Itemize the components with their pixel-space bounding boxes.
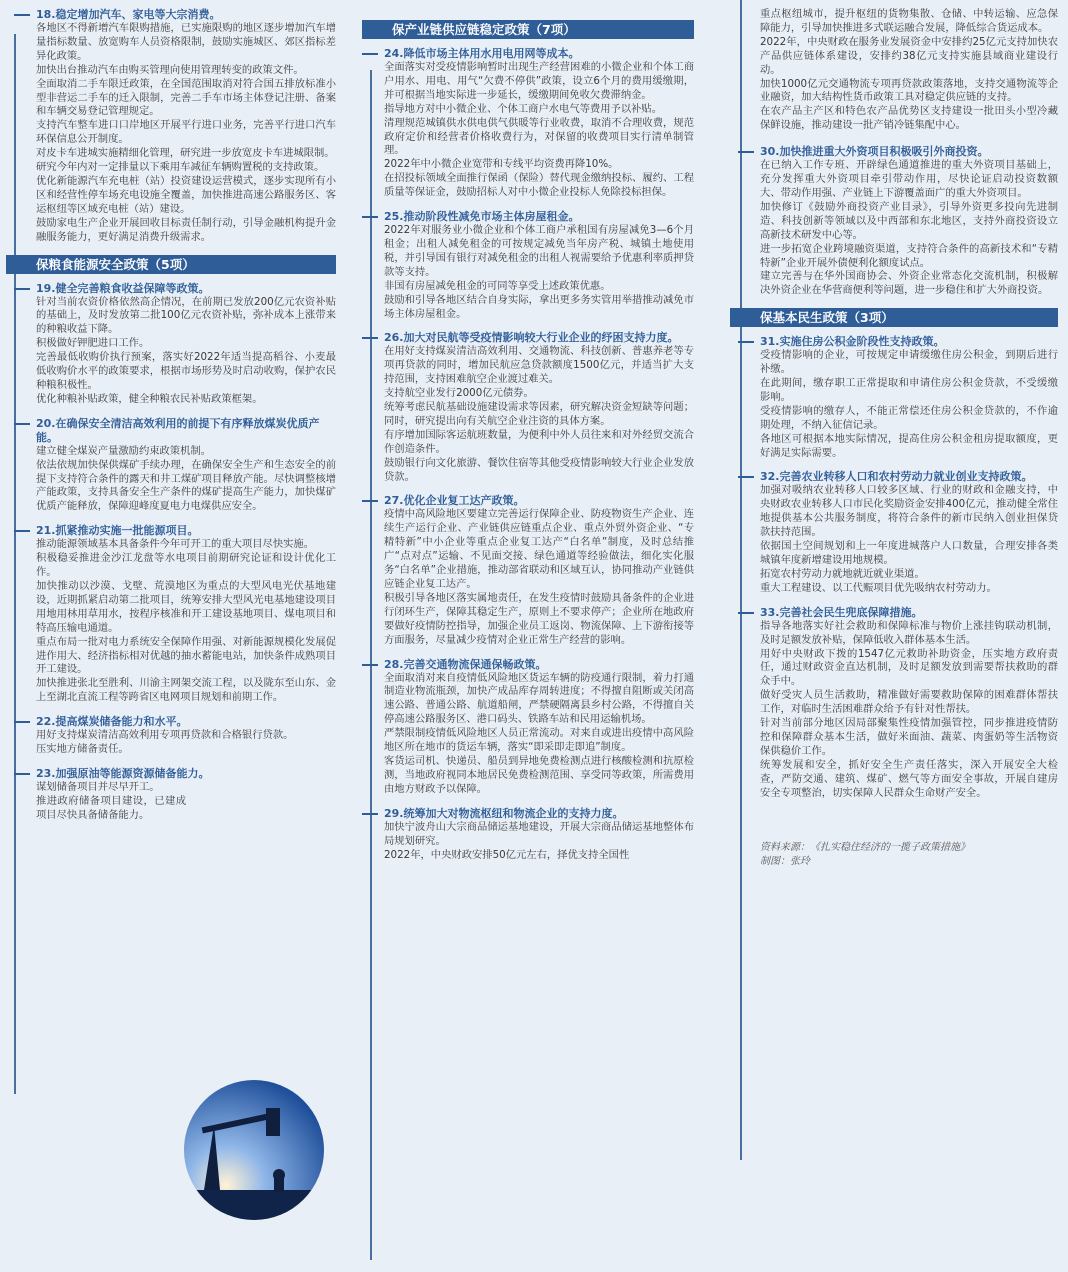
policy-paragraph: 加快出台推动汽车由购买管理向使用管理转变的政策文件。 xyxy=(36,63,304,76)
policy-paragraph: 全面取消二手车限迁政策，在全国范围取消对符合国五排放标准小型非营运二手车的迁入限制，完善二手车市场主体登记注册、备案和车辆交易登记管理规定。 xyxy=(36,77,336,118)
policy-paragraph: 支持汽车整车进口口岸地区开展平行进口业务，完善平行进口汽车环保信息公开制度。 xyxy=(36,119,336,146)
policy-title: 20.在确保安全清洁高效利用的前提下有序释放煤炭优质产能。 xyxy=(14,417,336,445)
policy-paragraph: 重点布局一批对电力系统安全保障作用强、对新能源规模化发展促进作用大、经济指标相对优越的抽水蓄能电站，加快条件成熟项目开工建设。 xyxy=(36,635,336,676)
policy-paragraph: 拓宽农村劳动力就地就近就业渠道。 xyxy=(760,567,925,580)
policy-paragraph: 建立健全煤炭产量激励约束政策机制。 xyxy=(36,444,212,457)
policy-paragraph: 统筹考虑民航基础设施建设需求等因素，研究解决资金短缺等问题；同时，研究提出向有关航空企业注资的具体方案。 xyxy=(384,401,694,427)
policy-paragraph: 支持航空业发行2000亿元债券。 xyxy=(384,387,534,400)
section-header: 保基本民生政策（3项） xyxy=(730,308,1058,327)
policy-title: 22.提高煤炭储备能力和水平。 xyxy=(14,715,336,729)
policy-paragraph: 加快宁波舟山大宗商品储运基地建设，开展大宗商品储运基地整体布局规划研究。 xyxy=(384,820,694,847)
policy-paragraph: 在此期间，缴存职工正常提取和申请住房公积金贷款，不受缓缴影响。 xyxy=(760,377,1058,403)
policy-paragraph: 优化新能源汽车充电桩（站）投资建设运营模式，逐步实现所有小区和经营性停车场充电设施全覆盖，加快推进高速公路服务区、客运枢纽等区域充电桩（站）建设。 xyxy=(36,174,336,215)
policy-item xyxy=(362,331,694,484)
policy-paragraph: 鼓励银行向文化旅游、餐饮住宿等其他受疫情影响较大行业企业发放贷款。 xyxy=(384,456,694,483)
policy-item xyxy=(738,470,1058,595)
policy-item xyxy=(362,47,694,200)
policy-paragraph: 谋划储备项目并尽早开工。 xyxy=(36,780,160,793)
policy-paragraph: 在招投标领域全面推行保函（保险）替代现金缴纳投标、履约、工程质量等保证金，鼓励招标人对中小微企业投标人免除投标担保。 xyxy=(384,172,694,199)
policy-paragraph: 积极稳妥推进金沙江龙盘等水电项目前期研究论证和设计优化工作。 xyxy=(36,552,336,579)
policy-paragraph: 研究今年内对一定排量以下乘用车减征车辆购置税的支持政策。 xyxy=(36,161,325,174)
column-3 xyxy=(738,8,1058,869)
policy-paragraph: 加快1000亿元交通物流专项再贷款政策落地，支持交通物流等企业融资，加大结构性货币政策工具对稳定供应链的支持。 xyxy=(760,77,1058,104)
policy-paragraph: 指导地方对中小微企业、个体工商户水电气等费用予以补贴。 xyxy=(384,102,663,115)
policy-item xyxy=(362,210,694,321)
policy-item xyxy=(362,658,694,797)
policy-paragraph: 做好受灾人员生活救助，精准做好需要救助保障的困难群体帮扶工作，对临时生活困难群众给予有针对性帮扶。 xyxy=(760,689,1058,716)
policy-item xyxy=(14,282,336,407)
policy-item xyxy=(14,417,336,515)
policy-paragraph: 在已纳入工作专班、开辟绿色通道推进的重大外资项目基础上，充分发挥重大外资项目牵引带动作用，尽快论证启动投资数额大、带动作用强、产业链上下游覆盖面广的重大外资项目。 xyxy=(760,159,1058,199)
section-header: 保产业链供应链稳定政策（7项） xyxy=(362,20,694,39)
policy-paragraph: 优化种粮补贴政策，健全种粮农民补贴政策框架。 xyxy=(36,392,263,405)
policy-title: 31.实施住房公积金阶段性支持政策。 xyxy=(738,335,1058,349)
policy-paragraph: 依法依规加快保供煤矿手续办理，在确保安全生产和生态安全的前提下支持符合条件的露天和井工煤矿项目释放产能。尽快调整核增产能政策，支持具备安全生产条件的煤矿提高生产能力，加快煤矿优质产能释放，保障迎峰度夏电力电煤供应安全。 xyxy=(36,458,336,513)
policy-paragraph: 受疫情影响的企业，可按规定申请缓缴住房公积金，到期后进行补缴。 xyxy=(760,349,1058,376)
policy-paragraph: 针对当前部分地区因局部聚集性疫情加强管控，同步推进疫情防控和保障群众基本生活，做好米面油、蔬菜、肉蛋奶等生活物资保供稳价工作。 xyxy=(760,717,1058,757)
policy-paragraph: 用好支持煤炭清洁高效利用专项再贷款和合格银行贷款。 xyxy=(36,729,294,742)
policy-paragraph: 各地区不得新增汽车限购措施，已实施限购的地区逐步增加汽车增量指标数量、放宽购车人员资格限制，鼓励实施城区、郊区指标差异化政策。 xyxy=(36,22,336,62)
policy-paragraph: 指导各地落实好社会救助和保障标准与物价上涨挂钩联动机制，及时足额发放补贴，保障低收入群体基本生活。 xyxy=(760,619,1058,646)
section-header: 保粮食能源安全政策（5项） xyxy=(6,255,336,274)
policy-title: 21.抓紧推动实施一批能源项目。 xyxy=(14,524,336,538)
policy-title: 25.推动阶段性减免市场主体房屋租金。 xyxy=(362,210,694,224)
policy-paragraph: 依据国土空间规划和上一年度进城落户人口数量，合理安排各类城镇年度新增建设用地规模。 xyxy=(760,540,1058,566)
policy-title: 18.稳定增加汽车、家电等大宗消费。 xyxy=(14,8,336,22)
policy-paragraph: 用好中央财政下拨的1547亿元救助补助资金，压实地方政府责任，通过财政资金直达机制，及时足额发放到需要帮扶救助的群众手中。 xyxy=(760,647,1058,688)
policy-item xyxy=(14,8,336,245)
policy-item xyxy=(14,767,336,823)
policy-title: 32.完善农业转移人口和农村劳动力就业创业支持政策。 xyxy=(738,470,1058,484)
policy-paragraph: 针对当前农资价格依然高企情况，在前期已发放200亿元农资补贴的基础上，及时发放第二批100亿元农资补贴，弥补成本上涨带来的种粮收益下降。 xyxy=(36,295,336,336)
policy-title: 24.降低市场主体用水用电用网等成本。 xyxy=(362,47,694,61)
policy-paragraph: 疫情中高风险地区要建立完善运行保障企业、防疫物资生产企业、连续生产运行企业、产业链供应链重点企业、重点外贸外资企业、“专精特新”中小企业等重点企业复工达产“白名单”制度，及时总结推广“点对点”运输、不见面交接、绿色通道等经验做法，细化实化服务“白名单”企业措施，推动部省联动和区域互认，协同推动产业链供应链企业复工达产。 xyxy=(384,508,694,590)
policy-item xyxy=(738,606,1058,801)
chart-credit: 制图：张玲 xyxy=(760,855,810,867)
policy-paragraph: 鼓励和引导各地区结合自身实际，拿出更多务实管用举措推动减免市场主体房屋租金。 xyxy=(384,293,694,320)
policy-paragraph: 全面取消对来自疫情低风险地区货运车辆的防疫通行限制，着力打通制造业物流瓶颈，加快产成品库存周转进度；不得擅自阻断或关闭高速公路、普通公路、航道船闸，严禁硬隔离县乡村公路，不得擅自关停高速公路服务区、港口码头、铁路车站和民用运输机场。 xyxy=(384,671,694,726)
policy-paragraph: 统筹发展和安全，抓好安全生产责任落实，深入开展安全大检查，严防交通、建筑、煤矿、燃气等方面安全事故，开展自建房安全专项整治，切实保障人民群众生命财产安全。 xyxy=(760,758,1058,799)
source-note: 资料来源：《扎实稳住经济的一揽子政策措施》 xyxy=(760,841,970,853)
policy-title: 28.完善交通物流保通保畅政策。 xyxy=(362,658,694,672)
policy-paragraph: 加强对吸纳农业转移人口较多区域、行业的财政和金融支持，中央财政农业转移人口市民化奖励资金安排400亿元，推动健全常住地提供基本公共服务制度，将符合条件的新市民纳入创业担保贷款扶持范围。 xyxy=(760,484,1058,539)
policy-paragraph: 2022年，中央财政在服务业发展资金中安排约25亿元支持加快农产品供应链体系建设，安排约38亿元支持实施县域商业建设行动。 xyxy=(760,35,1058,76)
policy-title: 33.完善社会民生兜底保障措施。 xyxy=(738,606,1058,620)
policy-paragraph: 2022年对服务业小微企业和个体工商户承租国有房屋减免3—6个月租金；出租人减免租金的可按规定减免当年房产税、城镇土地使用税，并引导国有银行对减免租金的出租人视需要给予优惠利率质押贷款等支持。 xyxy=(384,224,694,278)
policy-paragraph: 严禁限制疫情低风险地区人员正常流动。对来自或进出疫情中高风险地区所在地市的货运车辆，落实“即采即走即追”制度。 xyxy=(384,727,694,754)
policy-paragraph: 2022年，中央财政安排50亿元左右，择优支持全国性 xyxy=(384,848,630,861)
policy-item xyxy=(362,494,694,647)
policy-title: 19.健全完善粮食收益保障等政策。 xyxy=(14,282,336,296)
policy-title: 26.加大对民航等受疫情影响较大行业企业的纾困支持力度。 xyxy=(362,331,694,345)
policy-paragraph: 推进政府储备项目建设，已建成项目尽快具备储备能力。 xyxy=(36,794,186,821)
oil-pump-photo xyxy=(184,1080,324,1220)
policy-paragraph: 加快推进张北至胜利、川渝主网架交流工程，以及陇东至山东、金上至湖北直流工程等跨省区电网项目规划和前期工作。 xyxy=(36,677,336,704)
policy-paragraph: 有序增加国际客运航班数量，为便利中外人员往来和对外经贸交流合作创造条件。 xyxy=(384,428,694,455)
policy-paragraph: 非国有房屋减免租金的可同等享受上述政策优惠。 xyxy=(384,279,611,292)
policy-paragraph: 建立完善与在华外国商协会、外资企业常态化交流机制，积极解决外资企业在华营商便利等问题，进一步稳住和扩大外商投资。 xyxy=(760,270,1058,297)
policy-item xyxy=(14,715,336,757)
policy-paragraph: 2022年中小微企业宽带和专线平均资费再降10%。 xyxy=(384,158,619,171)
policy-paragraph: 在农产品主产区和特色农产品优势区支持建设一批田头小型冷藏保鲜设施，推动建设一批产销冷链集配中心。 xyxy=(760,105,1058,132)
policy-title: 27.优化企业复工达产政策。 xyxy=(362,494,694,508)
policy-item xyxy=(738,335,1058,460)
policy-title: 29.统筹加大对物流枢纽和物流企业的支持力度。 xyxy=(362,807,694,821)
column-2 xyxy=(362,20,694,872)
policy-paragraph: 完善最低收购价执行预案，落实好2022年适当提高稻谷、小麦最低收购价水平的政策要求，根据市场形势及时启动收购，保护农民种粮积极性。 xyxy=(36,351,336,391)
policy-paragraph: 压实地方储备责任。 xyxy=(36,743,129,756)
policy-paragraph: 推动能源领域基本具备条件今年可开工的重大项目尽快实施。 xyxy=(36,538,315,551)
policy-paragraph: 加快推动以沙漠、戈壁、荒漠地区为重点的大型风电光伏基地建设，近期抓紧启动第二批项目，统筹安排大型风光电基地建设项目用地用林用草用水，按程序核准和开工建设基地项目、煤电项目和特高压输电通道。 xyxy=(36,580,336,634)
policy-item xyxy=(14,524,336,705)
policy-paragraph: 鼓励家电生产企业开展回收目标责任制行动，引导金融机构提升金融服务能力，更好满足消费升级需求。 xyxy=(36,216,336,243)
policy-paragraph: 对皮卡车进城实施精细化管理，研究进一步放宽皮卡车进城限制。 xyxy=(36,147,335,160)
policy-paragraph: 重点枢纽城市，提升枢纽的货物集散、仓储、中转运输、应急保障能力，引导加快推进多式联运融合发展，降低综合货运成本。 xyxy=(760,8,1058,34)
column-1 xyxy=(14,8,336,833)
policy-item xyxy=(738,145,1058,298)
policy-paragraph: 重大工程建设、以工代赈项目优先吸纳农村劳动力。 xyxy=(760,581,997,594)
policy-paragraph: 进一步拓宽企业跨境融资渠道，支持符合条件的高新技术和“专精特新”企业开展外债便利化额度试点。 xyxy=(760,242,1058,269)
policy-paragraph: 客货运司机、快递员、船员到异地免费检测点进行核酸检测和抗原检测，当地政府视同本地居民免费检测范围、享受同等政策，所需费用由地方财政予以保障。 xyxy=(384,754,694,795)
policy-paragraph: 各地区可根据本地实际情况，提高住房公积金租房提取额度，更好满足实际需要。 xyxy=(760,432,1058,459)
policy-paragraph: 受疫情影响的缴存人，不能正常偿还住房公积金贷款的，不作逾期处理，不纳入征信记录。 xyxy=(760,404,1058,431)
policy-paragraph: 清理规范城镇供水供电供气供暖等行业收费，取消不合理收费，规范政府定价和经营者价格收费行为，对保留的收费项目实行清单制管理。 xyxy=(384,116,694,157)
policy-title: 30.加快推进重大外资项目积极吸引外商投资。 xyxy=(738,145,1058,159)
policy-paragraph: 积极做好钾肥进口工作。 xyxy=(36,337,150,350)
policy-paragraph: 积极引导各地区落实属地责任，在发生疫情时鼓励具备条件的企业进行闭环生产，保障其稳定生产，原则上不要求停产；企业所在地政府要做好疫情防控指导，加强企业员工返岗、物流保障、上下游衔接等方面服务，尽量减少疫情对企业正常生产经营的影响。 xyxy=(384,591,694,646)
policy-title: 23.加强原油等能源资源储备能力。 xyxy=(14,767,336,781)
policy-paragraph: 在用好支持煤炭清洁高效利用、交通物流、科技创新、普惠养老等专项再贷款的同时，增加民航应急贷款额度1500亿元，并适当扩大支持范围，支持困难航空企业渡过难关。 xyxy=(384,345,694,386)
policy-paragraph: 全面落实对受疫情影响暂时出现生产经营困难的小微企业和个体工商户用水、用电、用气“欠费不停供”政策，设立6个月的费用缓缴期，并可根据当地实际进一步延长，缓缴期间免收欠费滞纳金。 xyxy=(384,61,694,101)
policy-paragraph: 加快修订《鼓励外商投资产业目录》，引导外资更多投向先进制造、科技创新等领域以及中西部和东北地区，支持外商投资设立高新技术研发中心等。 xyxy=(760,200,1058,241)
policy-item xyxy=(362,807,694,863)
